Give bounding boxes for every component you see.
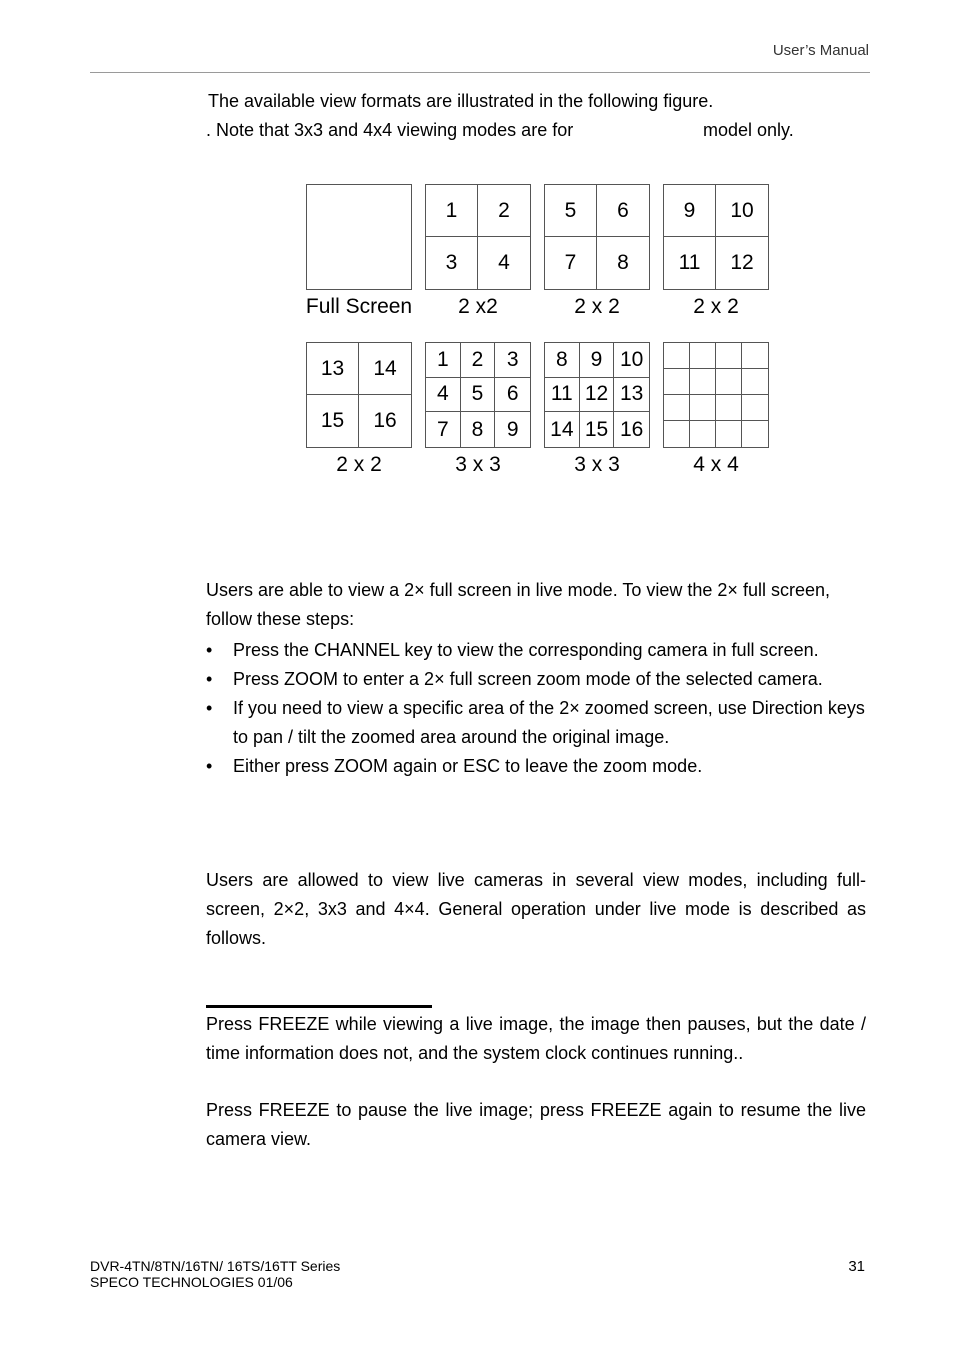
grid-cell: 1 xyxy=(426,343,461,378)
grid-cell: 15 xyxy=(307,395,359,447)
grid-cell xyxy=(742,369,768,395)
grid-cell: 8 xyxy=(617,251,629,274)
grid-cell: 12 xyxy=(580,378,615,413)
view-format-2x2-ch9-12 xyxy=(663,184,769,290)
grid-cell xyxy=(690,421,716,447)
grid-cell xyxy=(742,343,768,369)
grid-cell: 11 xyxy=(545,378,580,413)
freeze-paragraph-2: Press FREEZE to pause the live image; press FREEZE again to resume the live camera view. xyxy=(206,1100,866,1149)
footer-company: SPECO TECHNOLOGIES 01/06 xyxy=(90,1274,293,1290)
grid-cell xyxy=(716,369,742,395)
grid-cell xyxy=(690,369,716,395)
zoom-steps-list xyxy=(206,636,870,781)
header-divider xyxy=(90,72,870,73)
grid-cell: 13 xyxy=(307,343,359,395)
footer-series: DVR-4TN/8TN/16TN/ 16TS/16TT Series xyxy=(90,1258,341,1274)
grid-cell xyxy=(664,343,690,369)
zoom-intro-paragraph: Users are able to view a 2× full screen in live mode. To view the 2× full screen, follow these steps: xyxy=(206,580,830,629)
grid-cell: 8 xyxy=(461,412,496,447)
grid-cell: 6 xyxy=(597,185,649,237)
view-format-caption: Full Screen xyxy=(305,295,413,318)
live-mode-paragraph: Users are allowed to view live cameras in several view modes, including full-screen, 2×2, 3x3 and 4×4. General operation under live mode is described as follows. xyxy=(206,870,866,948)
grid-cell xyxy=(742,395,768,421)
grid-cell: 10 xyxy=(614,343,649,378)
grid-cell: 12 xyxy=(730,251,754,274)
list-item: • If you need to view a specific area of the 2× zoomed screen, use Direction keys to pan / tilt the zoomed area around the original image. xyxy=(206,694,870,752)
view-format-2x2-ch5-8 xyxy=(544,184,650,290)
grid-cell: 6 xyxy=(495,378,530,413)
grid-cell xyxy=(716,343,742,369)
view-format-2x2-ch13-16 xyxy=(306,342,412,448)
grid-cell: 9 xyxy=(664,185,716,237)
view-format-caption: 2 x2 xyxy=(458,295,498,318)
grid-cell: 16 xyxy=(373,409,397,432)
intro-line-2-end: model only. xyxy=(703,120,794,140)
view-format-caption: 3 x 3 xyxy=(574,453,620,476)
grid-cell: 5 xyxy=(545,185,597,237)
intro-line-1: The available view formats are illustrated in the following figure. xyxy=(208,91,714,111)
grid-cell: 5 xyxy=(461,378,496,413)
grid-cell: 10 xyxy=(716,185,768,237)
grid-cell: 2 xyxy=(461,343,496,378)
section-heading-underline xyxy=(206,1005,432,1008)
view-format-4x4 xyxy=(663,342,769,448)
grid-cell: 14 xyxy=(359,343,411,395)
view-format-caption: 4 x 4 xyxy=(693,453,739,476)
grid-cell: 2 xyxy=(478,185,530,237)
grid-cell xyxy=(716,395,742,421)
grid-cell: 14 xyxy=(545,412,580,447)
grid-cell: 11 xyxy=(664,237,716,289)
grid-cell: 7 xyxy=(545,237,597,289)
view-format-3x3-ch8-16 xyxy=(544,342,650,448)
grid-cell: 13 xyxy=(614,378,649,413)
grid-cell xyxy=(716,421,742,447)
grid-cell: 4 xyxy=(426,378,461,413)
view-format-3x3-ch1-9 xyxy=(425,342,531,448)
grid-cell: 3 xyxy=(495,343,530,378)
header-label: User’s Manual xyxy=(772,42,869,59)
grid-cell: 8 xyxy=(545,343,580,378)
grid-cell xyxy=(664,395,690,421)
grid-cell xyxy=(664,421,690,447)
grid-cell: 15 xyxy=(580,412,615,447)
view-format-2x2-ch1-4 xyxy=(425,184,531,290)
grid-cell: 16 xyxy=(619,417,644,441)
list-item: • Press ZOOM to enter a 2× full screen zoom mode of the selected camera. xyxy=(206,665,870,694)
grid-cell xyxy=(690,395,716,421)
list-item: • Either press ZOOM again or ESC to leave the zoom mode. xyxy=(206,752,870,781)
grid-cell xyxy=(664,369,690,395)
grid-cell: 9 xyxy=(506,417,519,441)
grid-cell xyxy=(742,421,768,447)
freeze-paragraph-1: Press FREEZE while viewing a live image, the image then pauses, but the date / time information does not, and the system clock continues running.. xyxy=(206,1014,866,1063)
page-number: 31 xyxy=(848,1258,865,1275)
list-item: • Press the CHANNEL key to view the corresponding camera in full screen. xyxy=(206,636,870,665)
grid-cell: 3 xyxy=(426,237,478,289)
view-format-caption: 2 x 2 xyxy=(574,295,620,318)
intro-line-2-start: . Note that 3x3 and 4x4 viewing modes are for xyxy=(206,120,574,140)
grid-cell: 1 xyxy=(426,185,478,237)
view-format-full-screen xyxy=(306,184,412,290)
view-format-caption: 2 x 2 xyxy=(693,295,739,318)
grid-cell: 9 xyxy=(580,343,615,378)
grid-cell: 4 xyxy=(498,251,510,274)
grid-cell: 7 xyxy=(426,412,461,447)
view-format-caption: 2 x 2 xyxy=(336,453,382,476)
grid-cell xyxy=(690,343,716,369)
view-format-caption: 3 x 3 xyxy=(455,453,501,476)
